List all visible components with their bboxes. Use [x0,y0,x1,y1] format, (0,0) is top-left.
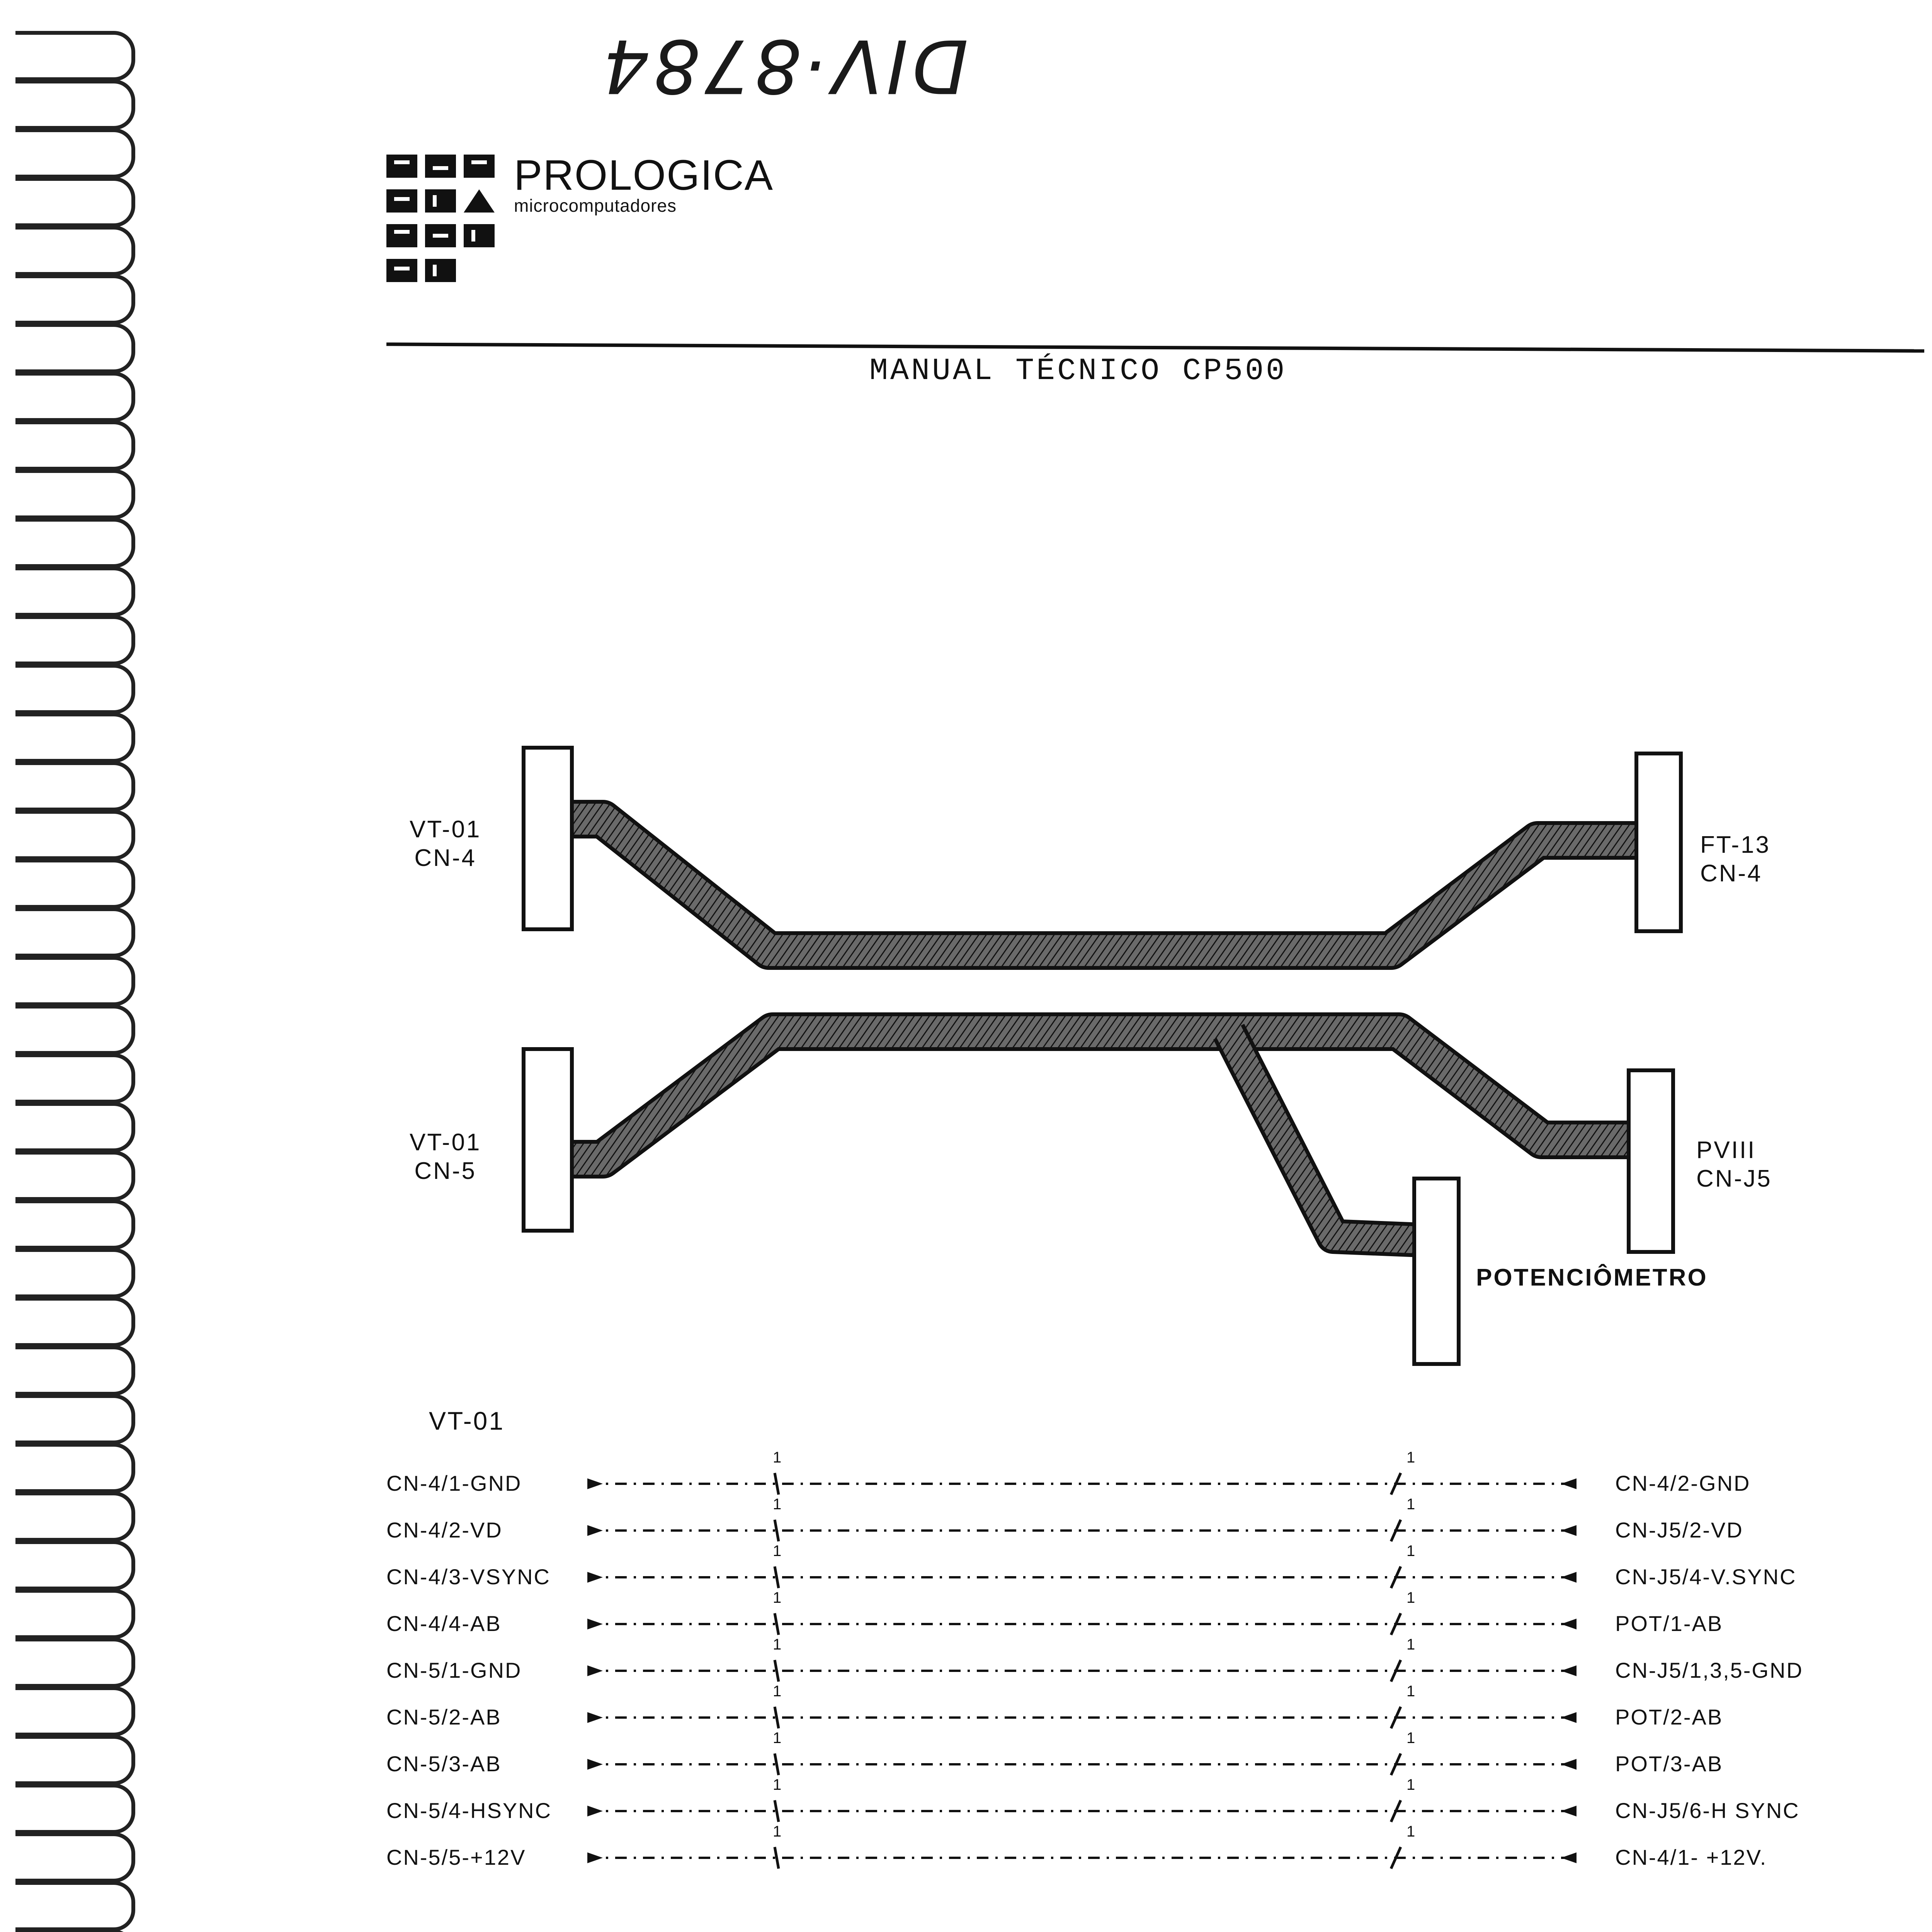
binding-ring-icon [15,859,135,909]
binding-ring-icon [15,956,135,1006]
wiring-line [587,1800,1577,1822]
wiring-mark-left: 1 [773,1776,782,1793]
binding-ring-icon [15,420,135,471]
connector-vt01-cn4 [524,748,572,929]
label-pviii-cnj5: PVIII CN-J5 [1696,1137,1772,1192]
wiring-mark-left: 1 [773,1496,782,1513]
binding-ring-icon [15,1297,135,1347]
wiring-left-label: CN-5/1-GND [386,1658,522,1682]
wiring-mark-left: 1 [773,1636,782,1653]
header-rule [386,342,1924,352]
binding-ring-icon [15,177,135,227]
wiring-mark-right: 1 [1406,1589,1415,1606]
binding-ring-icon [15,1053,135,1104]
label-vt01-cn4: VT-01 CN-4 [410,816,481,871]
binding-ring-icon [15,1540,135,1590]
wiring-source-title: VT-01 [429,1406,505,1435]
binding-ring-icon [15,1151,135,1201]
connector-ft13-cn4 [1636,753,1681,931]
wiring-right-label: POT/2-AB [1615,1705,1723,1729]
binding-ring-icon [15,566,135,617]
wiring-line [587,1847,1577,1869]
wiring-left-label: CN-5/3-AB [386,1752,502,1776]
wiring-right-label: CN-J5/2-VD [1615,1518,1743,1542]
wiring-left-label: CN-4/3-VSYNC [386,1565,551,1589]
page-title: MANUAL TÉCNICO CP500 [869,354,1287,389]
wiring-right-label: CN-J5/4-V.SYNC [1615,1565,1797,1589]
wiring-left-label: CN-4/1-GND [386,1471,522,1495]
binding-ring-icon [15,1686,135,1736]
binding-ring-icon [15,1248,135,1298]
wiring-left-label: CN-5/2-AB [386,1705,502,1729]
wiring-mark-left: 1 [773,1730,782,1747]
wiring-mark-right: 1 [1406,1636,1415,1653]
binding-ring-icon [15,761,135,811]
label-ft13-cn4: FT-13 CN-4 [1700,832,1770,887]
label-potentiometer: POTENCIÔMETRO [1476,1264,1708,1291]
wiring-line [587,1566,1577,1588]
binding-ring-icon [15,1784,135,1834]
wiring-right-label: CN-4/1- +12V. [1615,1845,1767,1869]
wiring-right-label: CN-J5/6-H SYNC [1615,1798,1800,1823]
connector-potentiometer [1414,1179,1459,1364]
binding-ring-icon [15,1005,135,1055]
wiring-mark-left: 1 [773,1683,782,1700]
binding-ring-icon [15,469,135,519]
prologica-logo [386,151,927,313]
binding-ring-icon [15,31,135,81]
wiring-mark-left: 1 [773,1449,782,1466]
binding-ring-icon [15,907,135,957]
cable-diagram [386,734,1893,1410]
binding-ring-icon [15,128,135,179]
binding-ring-icon [15,1735,135,1785]
spiral-binding [0,0,162,1932]
logo-brand: PROLOGICA [514,151,774,199]
wiring-line [587,1520,1577,1541]
binding-ring-icon [15,1832,135,1883]
binding-ring-icon [15,1881,135,1931]
binding-ring-icon [15,518,135,568]
wiring-line [587,1660,1577,1682]
wiring-mark-left: 1 [773,1589,782,1606]
wiring-mark-right: 1 [1406,1543,1415,1560]
wiring-mark-left: 1 [773,1543,782,1560]
wiring-left-label: CN-4/4-AB [386,1611,502,1636]
label-vt01-cn5: VT-01 CN-5 [410,1129,481,1184]
wiring-mark-right: 1 [1406,1496,1415,1513]
connector-pviii-cnj5 [1629,1070,1673,1252]
binding-ring-icon [15,1102,135,1152]
binding-ring-icon [15,1345,135,1396]
wiring-left-label: CN-5/5-+12V [386,1845,526,1869]
handwritten-top-code: DIV·8784 [599,23,969,109]
wiring-right-label: CN-J5/1,3,5-GND [1615,1658,1803,1682]
wiring-mark-left: 1 [773,1823,782,1840]
wiring-mark-right: 1 [1406,1776,1415,1793]
wiring-right-label: POT/3-AB [1615,1752,1723,1776]
binding-ring-icon [15,713,135,763]
wiring-mark-right: 1 [1406,1823,1415,1840]
wiring-list [386,1449,1893,1886]
binding-ring-icon [15,1443,135,1493]
binding-ring-icon [15,664,135,714]
binding-ring-icon [15,1199,135,1250]
wiring-left-label: CN-5/4-HSYNC [386,1798,552,1823]
binding-ring-icon [15,80,135,130]
wiring-left-label: CN-4/2-VD [386,1518,503,1542]
binding-ring-icon [15,323,135,373]
wiring-line [587,1613,1577,1635]
logo-mark-icon [386,151,502,313]
binding-ring-icon [15,1589,135,1639]
binding-ring-icon [15,1394,135,1444]
binding-ring-icon [15,372,135,422]
logo-tagline: microcomputadores [514,196,677,216]
binding-ring-icon [15,1638,135,1688]
wiring-right-label: CN-4/2-GND [1615,1471,1751,1495]
binding-ring-icon [15,226,135,276]
binding-ring-icon [15,615,135,665]
wiring-line [587,1473,1577,1495]
wiring-mark-right: 1 [1406,1683,1415,1700]
wiring-line [587,1753,1577,1775]
wiring-mark-right: 1 [1406,1730,1415,1747]
wiring-line [587,1707,1577,1728]
binding-ring-icon [15,1930,135,1932]
binding-ring-icon [15,810,135,860]
wiring-mark-right: 1 [1406,1449,1415,1466]
binding-ring-icon [15,274,135,325]
connector-vt01-cn5 [524,1049,572,1231]
binding-ring-icon [15,1492,135,1542]
wiring-right-label: POT/1-AB [1615,1611,1723,1636]
